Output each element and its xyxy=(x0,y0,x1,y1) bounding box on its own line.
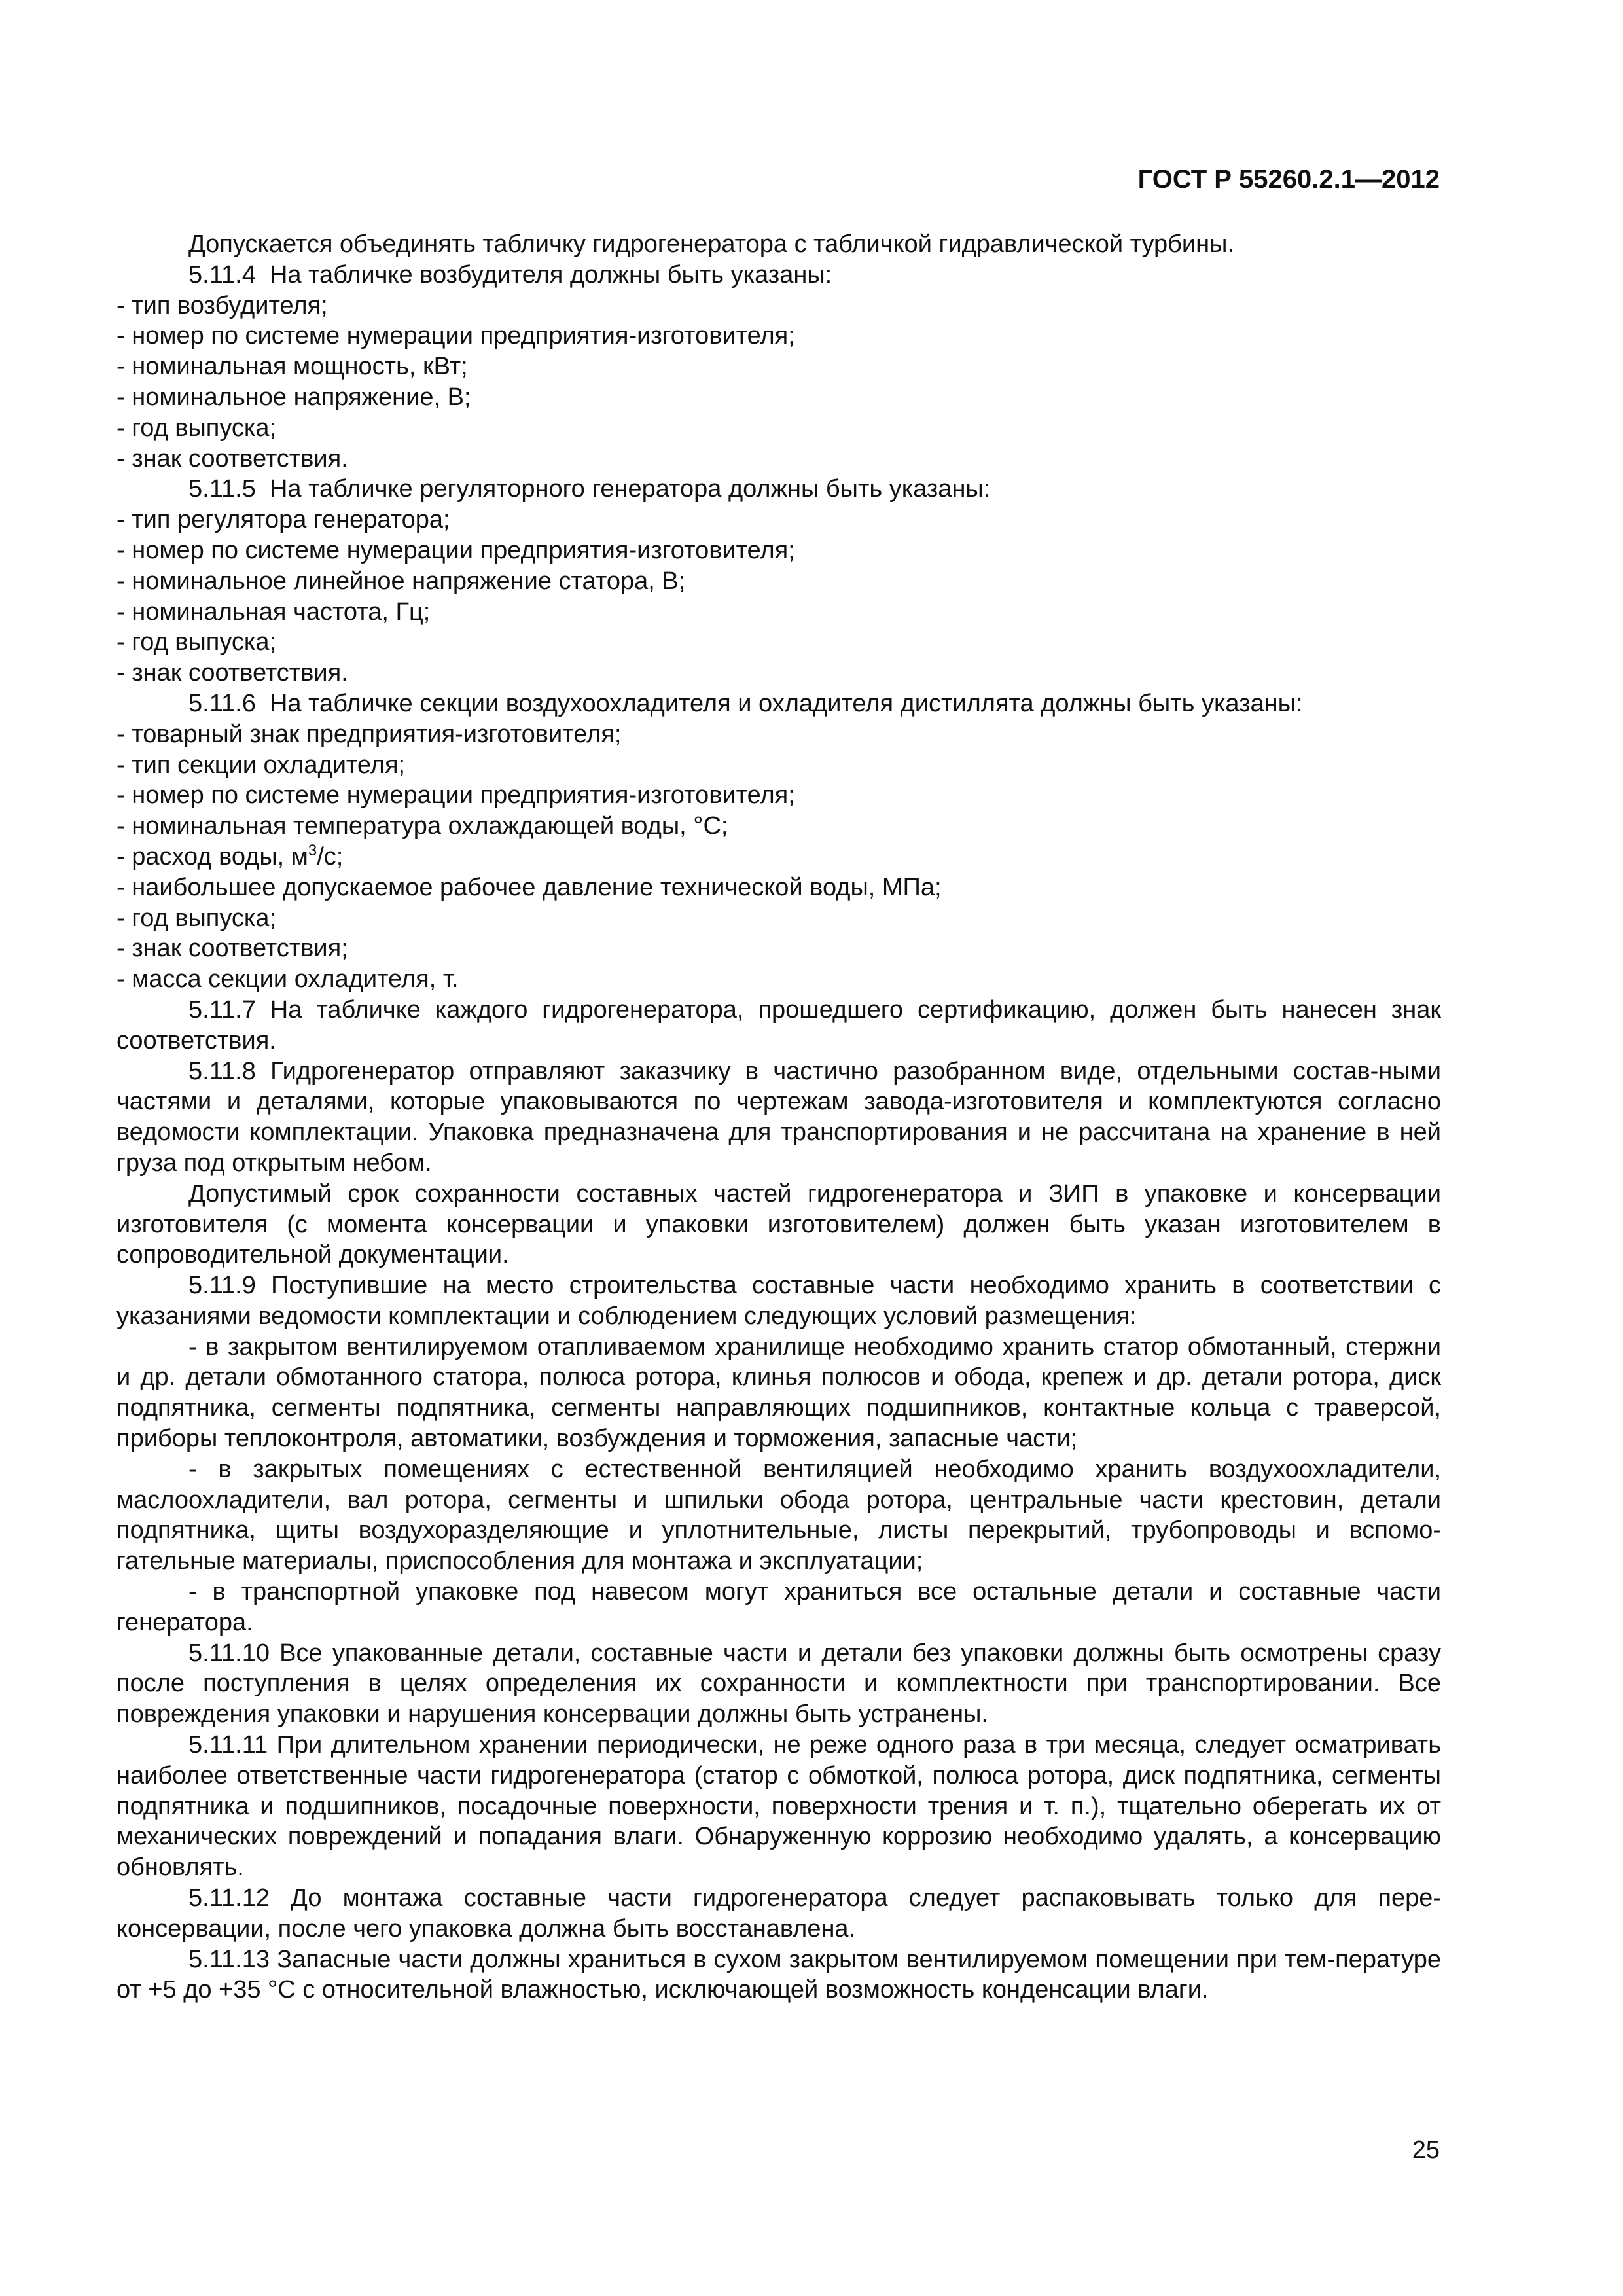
list-item: - номинальная температура охлаждающей воды, °С; xyxy=(116,812,728,840)
list-item: - номер по системе нумерации предприятия-изготовителя; xyxy=(116,781,795,810)
clause-5-11-8: 5.11.8 Гидрогенератор отправляют заказчику в частично разобранном виде, отдельными состав-ными частями и деталями, которые упаковываются по чертежам завода-изготовителя и комплектуются согласно ведомости комплектации. Упаковка предназначена для транспортирования и не рассчитана на хранение в ней груза под открытым небом. xyxy=(116,1057,1441,1177)
list-item: - знак соответствия. xyxy=(116,659,348,687)
water-flow-unit: /с; xyxy=(317,842,344,870)
list-item: - тип секции охладителя; xyxy=(116,751,406,779)
list-item: - номинальное линейное напряжение статора, В; xyxy=(116,567,686,595)
clause-5-11-12: 5.11.12 До монтажа составные части гидрогенератора следует распаковывать только для пере-консервации, после чего упаковка должна быть восстанавлена. xyxy=(116,1884,1441,1943)
water-flow-text: - расход воды, м xyxy=(116,842,308,870)
list-item: - тип регулятора генератора; xyxy=(116,506,450,534)
list-item: - номинальное напряжение, В; xyxy=(116,383,471,411)
clause-5-11-9: 5.11.9 Поступившие на место строительства составные части необходимо хранить в соответствии с указаниями ведомости комплектации и соблюдением следующих условий размещения: xyxy=(116,1272,1441,1330)
list-item: - товарный знак предприятия-изготовителя; xyxy=(116,720,622,748)
clause-5-11-7: 5.11.7 На табличке каждого гидрогенератора, прошедшего сертификацию, должен быть нанесен знак соответствия. xyxy=(116,996,1441,1054)
page-body xyxy=(116,229,1441,2005)
list-item: - номер по системе нумерации предприятия-изготовителя; xyxy=(116,322,795,350)
clause-heading-5-11-5: 5.11.5 На табличке регуляторного генератора должны быть указаны: xyxy=(188,475,991,503)
clause-5-11-9-item-natural-ventilation: - в закрытых помещениях с естественной вентиляцией необходимо хранить воздухоохладители, маслоохладители, вал ротора, сегменты и шпильки обода ротора, центральные части крестовин, детали подпятника, щиты воздухоразделяющие и уплотнительные, листы перекрытий, трубопроводы и вспомо-гательные материалы, приспособления для монтажа и эксплуатации; xyxy=(116,1455,1441,1575)
list-item-water-flow xyxy=(116,842,1441,872)
superscript-three: 3 xyxy=(308,841,317,859)
clause-heading-5-11-4: 5.11.4 На табличке возбудителя должны быть указаны: xyxy=(188,260,832,289)
clause-5-11-9-item-heated-storage: - в закрытом вентилируемом отапливаемом хранилище необходимо хранить статор обмотанный, стержни и др. детали обмотанного статора, полюса ротора, клинья полюсов и обода, крепеж и др. детали ротора, диск подпятника, сегменты подпятника, сегменты направляющих подшипников, контактные кольца с траверсой, приборы теплоконтроля, автоматики, возбуждения и торможения, запасные части; xyxy=(116,1333,1441,1453)
list-item: - номер по системе нумерации предприятия-изготовителя; xyxy=(116,536,795,564)
document-code-header: ГОСТ Р 55260.2.1—2012 xyxy=(1137,165,1440,194)
clause-5-11-10: 5.11.10 Все упакованные детали, составные части и детали без упаковки должны быть осмотрены сразу после поступления в целях определения их сохранности и комплектности при транспортировании. Все повреждения упаковки и нарушения консервации должны быть устранены. xyxy=(116,1639,1441,1729)
list-item: - знак соответствия; xyxy=(116,935,348,963)
page-number: 25 xyxy=(1412,2136,1440,2164)
list-item: - номинальная частота, Гц; xyxy=(116,598,431,626)
list-item: - тип возбудителя; xyxy=(116,291,328,319)
clause-5-11-8-storage-term: Допустимый срок сохранности составных частей гидрогенератора и ЗИП в упаковке и консервации изготовителя (с момента консервации и упаковки изготовителем) должен быть указан изготовителем в сопроводительной документации. xyxy=(116,1179,1441,1269)
list-item: - номинальная мощность, кВт; xyxy=(116,353,468,381)
list-item: - год выпуска; xyxy=(116,414,277,442)
list-item: - год выпуска; xyxy=(116,628,277,656)
clause-5-11-13: 5.11.13 Запасные части должны храниться в сухом закрытом вентилируемом помещении при тем-пературе от +5 до +35 °С с относительной влажностью, исключающей возможность конденсации влаги. xyxy=(116,1945,1441,2004)
list-item: - год выпуска; xyxy=(116,904,277,932)
clause-5-11-9-item-under-canopy: - в транспортной упаковке под навесом могут храниться все остальные детали и составные части генератора. xyxy=(116,1578,1441,1636)
list-item: - масса секции охладителя, т. xyxy=(116,965,459,994)
clause-heading-5-11-6: 5.11.6 На табличке секции воздухоохладителя и охладителя дистиллята должны быть указаны: xyxy=(188,689,1303,717)
list-item: - наибольшее допускаемое рабочее давление технической воды, МПа; xyxy=(116,873,942,901)
list-item: - знак соответствия. xyxy=(116,444,348,473)
text-line: Допускается объединять табличку гидрогенератора с табличкой гидравлической турбины. xyxy=(188,230,1235,258)
clause-5-11-11: 5.11.11 При длительном хранении периодически, не реже одного раза в три месяца, следует осматривать наиболее ответственные части гидрогенератора (статор с обмоткой, полюса ротора, диск подпятника, сегменты подпятника и подшипников, посадочные поверхности, поверхности трения и т. п.), тщательно оберегать их от механических повреждений и попадания влаги. Обнаруженную коррозию необходимо удалять, а консервацию обновлять. xyxy=(116,1731,1441,1882)
